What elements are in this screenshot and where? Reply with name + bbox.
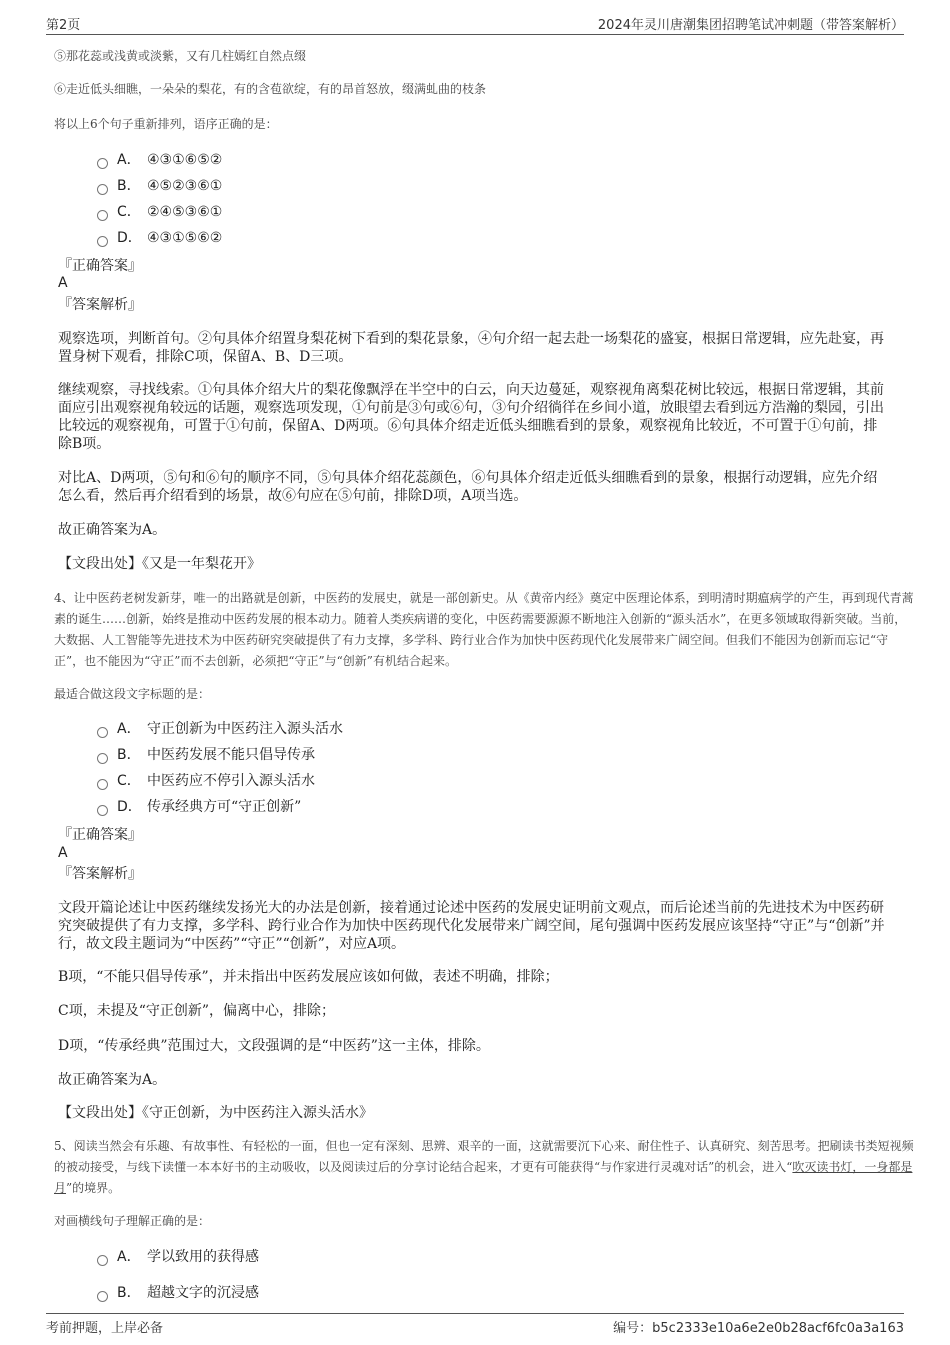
q3-option-d[interactable]: [97, 228, 222, 248]
radio-button[interactable]: [97, 236, 108, 247]
option-letter: A．: [117, 1249, 141, 1265]
q4-analysis-para: C项，未提及“守正创新”，偏离中心，排除；: [58, 1003, 336, 1019]
option-text: ④③①⑥⑤②: [147, 152, 223, 168]
q4-conclusion: 故正确答案为A。: [58, 1072, 167, 1088]
document-id: 编号：b5c2333e10a6e2e0b28acf6fc0a3a163: [613, 1321, 904, 1336]
q4-source: 【文段出处】《守正创新，为中医药注入源头活水》: [58, 1105, 373, 1121]
page-number: 第2页: [46, 18, 81, 33]
option-letter: A．: [117, 721, 141, 737]
option-letter: A．: [117, 152, 141, 168]
q4-option-a[interactable]: [97, 719, 343, 739]
option-text: 学以致用的获得感: [147, 1249, 259, 1265]
option-letter: D．: [117, 799, 142, 815]
radio-button[interactable]: [97, 184, 108, 195]
radio-button[interactable]: [97, 753, 108, 764]
radio-button[interactable]: [97, 1255, 108, 1266]
q5-stem: [54, 1136, 914, 1199]
option-letter: C．: [117, 204, 141, 220]
document-title: 2024年灵川唐潮集团招聘笔试冲刺题（带答案解析）: [597, 18, 904, 33]
q3-answer-label: 『正确答案』: [58, 258, 142, 274]
option-text: ④⑤②③⑥①: [147, 178, 223, 194]
option-letter: B．: [117, 178, 141, 194]
sentence-6: ⑥走近低头细瞧，一朵朵的梨花，有的含苞欲绽，有的昂首怒放，缀满虬曲的枝条: [54, 82, 487, 96]
q5-stem-end: ”的境界。: [66, 1181, 121, 1195]
radio-button[interactable]: [97, 210, 108, 221]
q4-option-b[interactable]: [97, 745, 315, 765]
q3-option-b[interactable]: [97, 176, 222, 196]
page-footer: [46, 1313, 904, 1336]
q4-analysis-label: 『答案解析』: [58, 866, 142, 882]
option-text: 中医药应不停引入源头活水: [147, 773, 315, 789]
option-letter: D．: [117, 230, 142, 246]
q4-option-d[interactable]: [97, 797, 301, 817]
q4-analysis-para: D项，“传承经典”范围过大，文段强调的是“中医药”这一主体，排除。: [58, 1038, 490, 1054]
q4-option-c[interactable]: [97, 771, 315, 791]
q3-prompt: 将以上6个句子重新排列，语序正确的是：: [54, 117, 278, 131]
sentence-5: ⑤那花蕊或浅黄或淡紫，又有几柱嫣红自然点缀: [54, 49, 307, 63]
page-header: [46, 12, 904, 35]
q5-stem-text: 5、阅读当然会有乐趣、有故事性、有轻松的一面，但也一定有深刻、思辨、艰辛的一面，这就需要沉下心来、耐住性子、认真研究、刻苦思考。把刷读书类短视频的被动接受，与线下读懂一本本好书的主动吸收，以及阅读过后的分享讨论结合起来，才更有可能获得“与作家进行灵魂对话”的机会，进入“: [54, 1139, 914, 1174]
q4-analysis-para: 文段开篇论述让中医药继续发扬光大的办法是创新，接着通过论述中医药的发展史证明前文观点，而后论述当前的先进技术为中医药研究突破提供了有力支撑，多学科、跨行业合作为加快中医药现代化发展带来广阔空间，尾句强调中医药发展应该坚持“守正”与“创新”并行，故文段主题词为“中医药”“守正”“创新”，对应A项。: [58, 900, 885, 952]
q3-source: 【文段出处】《又是一年梨花开》: [58, 556, 261, 572]
footer-slogan: 考前押题，上岸必备: [46, 1321, 164, 1336]
option-text: 传承经典方可“守正创新”: [147, 799, 302, 815]
underlined-sentence: 吹灭读书灯，一身都是月: [54, 1160, 913, 1195]
option-text: ④③①⑤⑥②: [147, 230, 223, 246]
option-text: ②④⑤③⑥①: [147, 204, 223, 220]
q3-analysis-para: 对比A、D两项，⑤句和⑥句的顺序不同，⑤句具体介绍花蕊颜色，⑥句具体介绍走近低头细瞧看到的景象，根据行动逻辑，应先介绍怎么看，然后再介绍看到的场景，故⑥句应在⑤句前，排除D项，A项当选。: [58, 470, 878, 504]
q4-answer-value: A: [58, 845, 68, 861]
option-text: 超越文字的沉浸感: [147, 1285, 259, 1301]
radio-button[interactable]: [97, 727, 108, 738]
q5-option-a[interactable]: [97, 1247, 259, 1267]
option-text: 守正创新为中医药注入源头活水: [147, 721, 343, 737]
option-letter: B．: [117, 1285, 141, 1301]
q4-prompt: 最适合做这段文字标题的是：: [54, 687, 211, 701]
q3-answer-value: A: [58, 275, 68, 291]
q5-option-b[interactable]: [97, 1283, 259, 1303]
radio-button[interactable]: [97, 805, 108, 816]
q3-analysis-para: 继续观察，寻找线索。①句具体介绍大片的梨花像飘浮在半空中的白云，向天边蔓延，观察视角离梨花树比较远，根据日常逻辑，其前面应引出观察视角较远的话题，观察选项发现，①句前是③句或⑥句，③句介绍徜徉在乡间小道，放眼望去看到远方浩瀚的梨园，引出比较远的观察视角，可置于①句前，保留A、D两项。⑥句具体介绍走近低头细瞧看到的景象，观察视角比较近，不可置于①句前，排除B项。: [58, 382, 884, 452]
q3-analysis-label: 『答案解析』: [58, 297, 142, 313]
q4-answer-label: 『正确答案』: [58, 827, 142, 843]
q3-option-a[interactable]: [97, 150, 222, 170]
q3-conclusion: 故正确答案为A。: [58, 522, 167, 538]
radio-button[interactable]: [97, 158, 108, 169]
q3-option-c[interactable]: [97, 202, 222, 222]
option-letter: B．: [117, 747, 141, 763]
option-letter: C．: [117, 773, 141, 789]
q3-analysis-para: 观察选项，判断首句。②句具体介绍置身梨花树下看到的梨花景象，④句介绍一起去赴一场梨花的盛宴，根据日常逻辑，应先赴宴，再置身树下观看，排除C项，保留A、B、D三项。: [58, 331, 884, 365]
q4-stem: 4、让中医药老树发新芽，唯一的出路就是创新，中医药的发展史，就是一部创新史。从《黄帝内经》奠定中医理论体系，到明清时期瘟病学的产生，再到现代青蒿素的诞生……创新，始终是推动中医药发展的根本动力。随着人类疾病谱的变化，中医药需要源源不断地注入创新的“源头活水”，在更多领域取得新突破。当前，大数据、人工智能等先进技术为中医药研究突破提供了有力支撑，多学科、跨行业合作为加快中医药现代化发展带来广阔空间。但我们不能因为创新而忘记“守正”，也不能因为“守正”而不去创新，必须把“守正”与“创新”有机结合起来。: [54, 591, 914, 668]
option-text: 中医药发展不能只倡导传承: [147, 747, 315, 763]
q4-analysis-para: B项，“不能只倡导传承”，并未指出中医药发展应该如何做，表述不明确，排除；: [58, 969, 559, 985]
radio-button[interactable]: [97, 779, 108, 790]
q5-prompt: 对画横线句子理解正确的是：: [54, 1214, 211, 1228]
radio-button[interactable]: [97, 1291, 108, 1302]
